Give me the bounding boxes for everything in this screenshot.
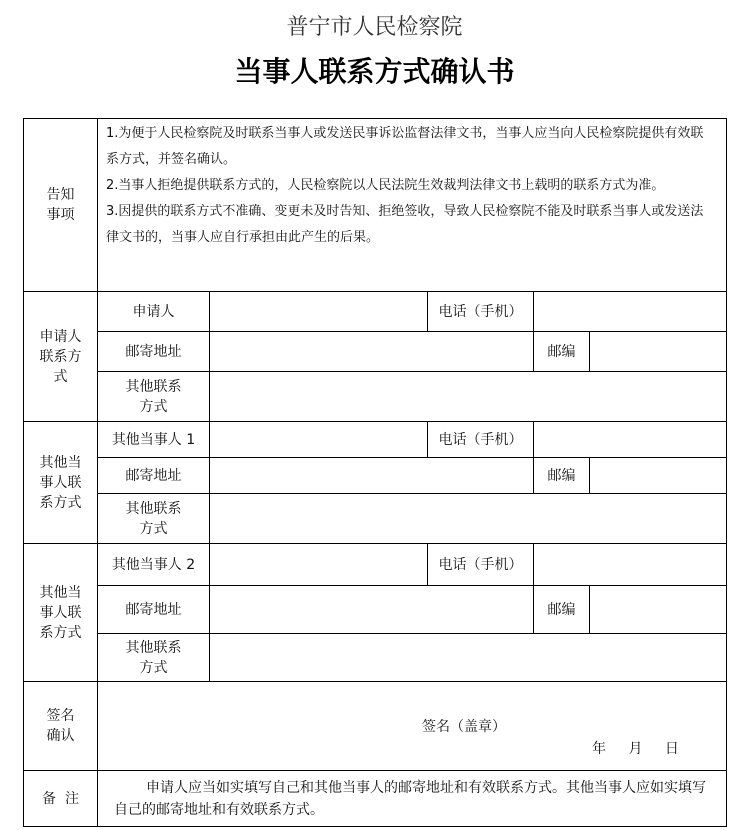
party1-phone-label: 电话（手机） bbox=[428, 422, 534, 458]
party1-section-label: 其他当 事人联 系方式 bbox=[24, 422, 98, 544]
notice-content bbox=[98, 119, 727, 292]
notice-item-3: 3.因提供的联系方式不准确、变更未及时告知、拒绝签收，导致人民检察院不能及时联系当事人或发送法律文书的，当事人应自行承担由此产生的后果。 bbox=[106, 204, 704, 245]
applicant-other-field[interactable] bbox=[210, 372, 727, 422]
signature-seal-label: 签名（盖章） bbox=[422, 719, 506, 735]
party1-other-label: 其他联系 方式 bbox=[98, 494, 210, 544]
party2-name-field[interactable] bbox=[210, 544, 428, 586]
applicant-address-label: 邮寄地址 bbox=[98, 332, 210, 372]
notice-row bbox=[24, 119, 727, 292]
applicant-party-label: 申请人 bbox=[98, 292, 210, 332]
org-name: 普宁市人民检察院 bbox=[286, 15, 463, 40]
party1-address-label: 邮寄地址 bbox=[98, 458, 210, 494]
applicant-other-label: 其他联系 方式 bbox=[98, 372, 210, 422]
applicant-zip-field[interactable] bbox=[590, 332, 727, 372]
signature-label: 签名 确认 bbox=[24, 682, 98, 771]
party1-address-field[interactable] bbox=[210, 458, 534, 494]
applicant-phone-field[interactable] bbox=[534, 292, 727, 332]
party2-address-label: 邮寄地址 bbox=[98, 586, 210, 634]
party2-zip-label: 邮编 bbox=[534, 586, 590, 634]
party2-other-label: 其他联系 方式 bbox=[98, 634, 210, 682]
notice-item-1: 1.为便于人民检察院及时联系当事人或发送民事诉讼监督法律文书，当事人应当向人民检察院提供有效联系方式，并签名确认。 bbox=[106, 126, 704, 167]
page-title: 当事人联系方式确认书 bbox=[234, 55, 515, 88]
party1-name-field[interactable] bbox=[210, 422, 428, 458]
applicant-name-field[interactable] bbox=[210, 292, 428, 332]
signature-field[interactable] bbox=[98, 682, 727, 771]
applicant-zip-label: 邮编 bbox=[534, 332, 590, 372]
applicant-phone-label: 电话（手机） bbox=[428, 292, 534, 332]
notice-label: 告知 事项 bbox=[24, 119, 98, 292]
confirmation-form-table bbox=[23, 118, 727, 827]
party1-zip-field[interactable] bbox=[590, 458, 727, 494]
party2-phone-label: 电话（手机） bbox=[428, 544, 534, 586]
applicant-section-label: 申请人 联系方 式 bbox=[24, 292, 98, 422]
applicant-address-field[interactable] bbox=[210, 332, 534, 372]
party2-zip-field[interactable] bbox=[590, 586, 727, 634]
party2-address-field[interactable] bbox=[210, 586, 534, 634]
remark-text: 申请人应当如实填写自己和其他当事人的邮寄地址和有效联系方式。其他当事人应如实填写自己的邮寄地址和有效联系方式。 bbox=[98, 771, 727, 827]
party2-party-label: 其他当事人 2 bbox=[98, 544, 210, 586]
party1-phone-field[interactable] bbox=[534, 422, 727, 458]
party2-phone-field[interactable] bbox=[534, 544, 727, 586]
party1-zip-label: 邮编 bbox=[534, 458, 590, 494]
notice-item-2: 2.当事人拒绝提供联系方式的，人民检察院以人民法院生效裁判法律文书上载明的联系方式为准。 bbox=[106, 178, 665, 193]
remark-label: 备 注 bbox=[24, 771, 98, 827]
party1-party-label: 其他当事人 1 bbox=[98, 422, 210, 458]
party2-other-field[interactable] bbox=[210, 634, 727, 682]
signature-date-line: 年 月 日 bbox=[592, 741, 679, 757]
party2-section-label: 其他当 事人联 系方式 bbox=[24, 544, 98, 682]
party1-other-field[interactable] bbox=[210, 494, 727, 544]
